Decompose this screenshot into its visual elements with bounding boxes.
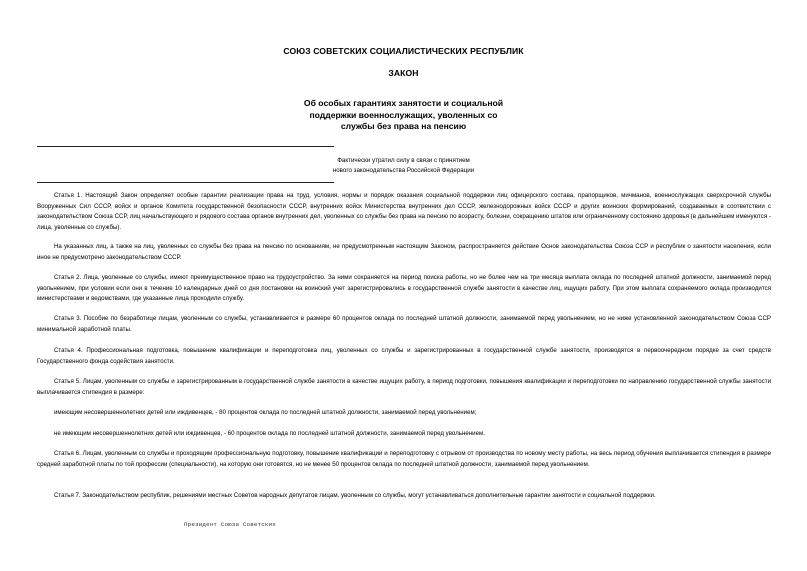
article-3: Статья 3. Пособие по безработице лицам, уволенным со службы, устанавливается в размере 60 процентов оклада по последней штатной должности, занимаемой перед увольнением, но не ниже установленной законодательством Союза ССР минимальной заработной платы. [37, 315, 771, 333]
article-5-item-2: не имеющим несовершеннолетних детей или иждивенцев, - 60 процентов оклада по последней штатной должности, занимаемой перед увольнением. [54, 430, 485, 437]
title-line: Об особых гарантиях занятости и социальной [303, 98, 504, 108]
article-4: Статья 4. Профессиональная подготовка, повышение квалификации и переподготовка лиц, уволенных со службы и зарегистрированных в государственной службе занятости, производятся в первоочередном порядке за счет средств Государственного фонда содействия занятости. [37, 347, 771, 365]
document-title [0, 98, 807, 133]
title-line: службы без права на пенсию [340, 121, 467, 131]
divider-bottom [37, 182, 334, 183]
article-7: Статья 7. Законодательством республик, решениями местных Советов народных депутатов лицам, уволенным со службы, могут устанавливаться дополнительные гарантии занятости и социальной поддержки. [54, 492, 656, 499]
article-5: Статья 5. Лицам, уволенным со службы и зарегистрированным в государственной службе занятости в качестве ищущих работу, в период подготовки, повышения квалификации и переподготовки по направлению государственной службы занятости выплачивается стипендия в размере: [37, 378, 771, 396]
country-heading: СОЮЗ СОВЕТСКИХ СОЦИАЛИСТИЧЕСКИХ РЕСПУБЛИК [283, 46, 524, 56]
signature-line: Президент Союза Советских [184, 521, 276, 528]
status-note-line: Фактически утратил силу в связи с принятием [337, 157, 470, 164]
status-note-line: нового законодательства Российской Федерации [332, 167, 475, 174]
document-type: ЗАКОН [388, 68, 419, 78]
article-1: Статья 1. Настоящий Закон определяет особые гарантии реализации права на труд, условия, нормы и порядок оказания социальной поддержки лиц офицерского состава, прапорщиков, мичманов, военнослужащих сверхсрочной службы Вооруженных Сил СССР, войск и органов Комитета государственной безопасности СССР, внутренних войск Министерства внутренних дел СССР, железнодорожных войск СССР и других воинских формирований, создаваемых в соответствии с законодательством Союза ССР, лиц начальствующего и рядового состава органов внутренних дел, уволенных со службы без права на пенсию по возрасту, болезни, сокращению штатов или ограниченному состоянию здоровья (в дальнейшем именуются - лица, уволенные со службы). [37, 192, 771, 231]
article-5-item-1: имеющим несовершеннолетних детей или иждивенцев, - 80 процентов оклада по последней штатной должности, занимаемой перед увольнением; [54, 409, 477, 416]
divider-top [37, 146, 334, 147]
title-line: поддержки военнослужащих, уволенных со [309, 109, 498, 120]
article-6: Статья 6. Лицам, уволенным со службы и проходящим профессиональную подготовку, повышение квалификации и переподготовку с отрывом от производства по новому месту работы, на весь период обучения выплачивается стипендия в размере средней заработной платы по той профессии (специальности), на которую они готовятся, но не менее 50 процентов оклада по последней штатной должности, занимаемой перед увольнением. [37, 450, 771, 468]
article-1-paragraph-2: На указанных лиц, а также на лиц, уволенных со службы без права на пенсию по основаниям, не предусмотренным настоящим Законом, распространяется действие Основ законодательства Союза ССР и республик о занятости населения, если иное не предусмотрено законодательством СССР. [37, 243, 771, 261]
article-2: Статья 2. Лица, уволенные со службы, имеют преимущественное право на трудоустройство. За ними сохраняется на период поиска работы, но не более чем на три месяца выплата оклада по последней штатной должности, занимаемой перед увольнением, при условии если они в течение 10 календарных дней со дня постановки на воинский учет зарегистрировались в государственной службе занятости в качестве лиц, ищущих работу. При этом выплата сохраняемого оклада производится министерствами и ведомствами, где указанные лица проходили службу. [37, 274, 771, 303]
status-note [0, 156, 807, 176]
